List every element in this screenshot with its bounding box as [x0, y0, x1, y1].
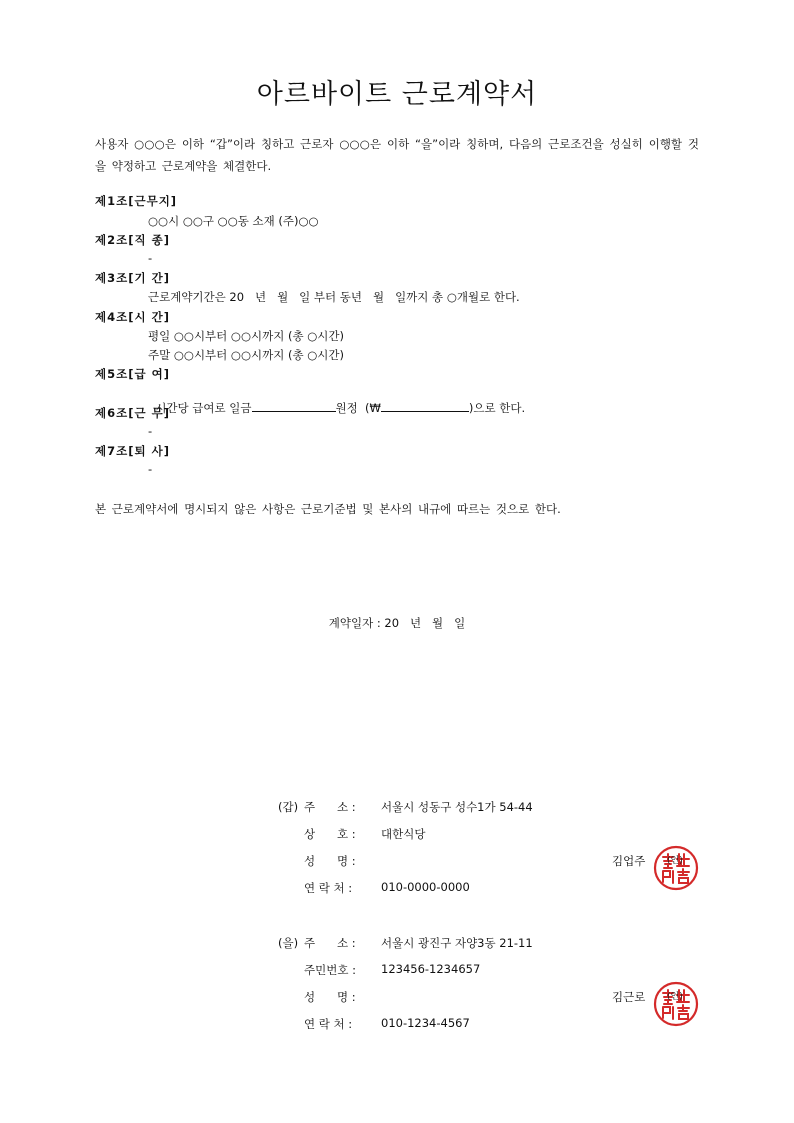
- article-2-line: -: [148, 251, 153, 265]
- employer-company-label: 상 호 :: [304, 827, 356, 841]
- employee-id-value: 123456-1234657: [381, 962, 481, 976]
- article-3-line: 근로계약기간은 20 년 월 일 부터 동년 월 일까지 총 ○개월로 한다.: [148, 290, 520, 304]
- wage-amount-blank[interactable]: [252, 399, 336, 412]
- wage-prefix: 시간당 급여로 일금: [155, 401, 252, 415]
- employee-seal-label: (인): [667, 992, 683, 1002]
- employee-seal-stamp: [653, 981, 699, 1027]
- wage-number-blank[interactable]: [381, 399, 469, 412]
- employee-address-label: 주 소 :: [304, 936, 356, 950]
- employer-tag: (갑): [278, 800, 299, 814]
- employee-contact-label: 연 락 처 :: [304, 1017, 353, 1031]
- article-5-wage-line: [148, 385, 525, 416]
- article-7-line: -: [148, 462, 153, 476]
- employer-address-label: 주 소 :: [304, 800, 356, 814]
- page-title: 아르바이트 근로계약서: [256, 79, 538, 110]
- employee-name: 김근로: [612, 990, 646, 1004]
- article-4-line-weekend: 주말 ○○시부터 ○○시까지 (총 ○시간): [148, 348, 344, 362]
- article-1-line: ○○시 ○○구 ○○동 소재 (주)○○: [148, 214, 319, 228]
- employer-company-value: 대한식당: [381, 827, 426, 841]
- employee-tag: (을): [278, 936, 299, 950]
- article-6-title: 제6조[근 무]: [95, 406, 170, 420]
- intro-paragraph: 사용자 ○○○은 이하 “갑”이라 칭하고 근로자 ○○○은 이하 “을”이라 칭하며, 다음의 근로조건을 성실히 이행할 것을 약정하고 근로계약을 체결한다.: [95, 137, 699, 173]
- employee-id-label: 주민번호 :: [304, 963, 356, 977]
- article-5-title: 제5조[급 여]: [95, 367, 170, 381]
- article-4-title: 제4조[시 간]: [95, 310, 170, 324]
- employer-address-value: 서울시 성동구 성수1가 54-44: [381, 800, 533, 814]
- employer-contact-label: 연 락 처 :: [304, 881, 353, 895]
- employer-seal-label: (인): [667, 856, 683, 866]
- employer-name: 김업주: [612, 854, 646, 868]
- article-1-title: 제1조[근무지]: [95, 194, 178, 208]
- article-2-title: 제2조[직 종]: [95, 233, 170, 247]
- employer-name-label: 성 명 :: [304, 854, 356, 868]
- employee-address-value: 서울시 광진구 자양3동 21-11: [381, 936, 533, 950]
- employer-seal-stamp: [653, 845, 699, 891]
- wage-middle: 원정 (₩: [335, 401, 381, 415]
- wage-suffix: )으로 한다.: [468, 401, 526, 415]
- employee-contact-value: 010-1234-4567: [381, 1016, 470, 1030]
- article-7-title: 제7조[퇴 사]: [95, 444, 170, 458]
- article-4-line-weekday: 평일 ○○시부터 ○○시까지 (총 ○시간): [148, 329, 344, 343]
- contract-date: 계약일자 : 20 년 월 일: [328, 616, 466, 630]
- article-3-title: 제3조[기 간]: [95, 271, 170, 285]
- article-6-line: -: [148, 424, 153, 438]
- employer-contact-value: 010-0000-0000: [381, 880, 470, 894]
- closing-statement: 본 근로계약서에 명시되지 않은 사항은 근로기준법 및 본사의 내규에 따르는 것으로 한다.: [95, 502, 561, 516]
- employee-name-label: 성 명 :: [304, 990, 356, 1004]
